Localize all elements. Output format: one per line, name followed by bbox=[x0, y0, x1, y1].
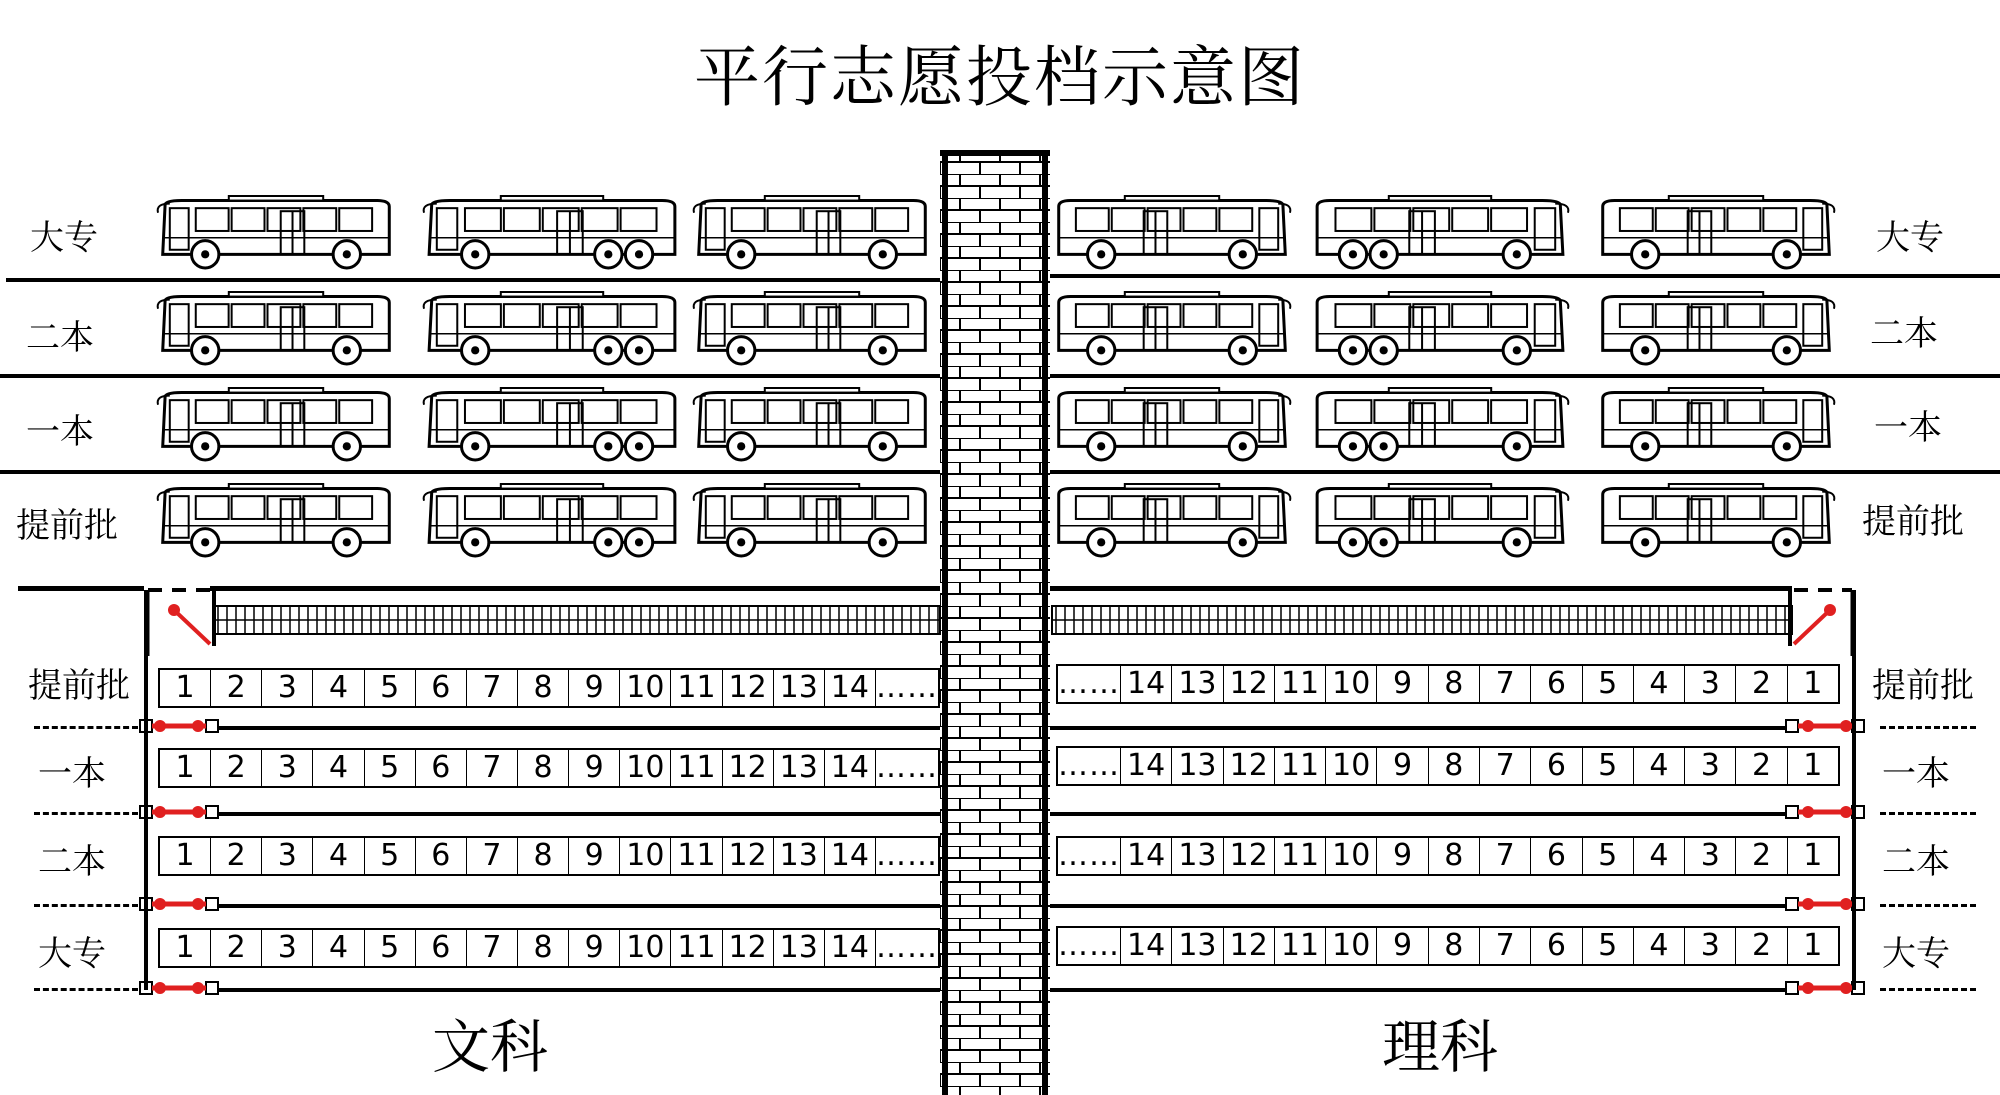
queue-slot: 11 bbox=[671, 838, 722, 874]
queue-row-left-erben bbox=[158, 836, 940, 876]
boundary-line bbox=[210, 586, 940, 591]
queue-slot: …… bbox=[1058, 748, 1120, 783]
brick-wall bbox=[940, 150, 1050, 1095]
queue-slot: 14 bbox=[1121, 838, 1172, 874]
queue-slot: 11 bbox=[1275, 666, 1326, 702]
queue-slot: 13 bbox=[774, 838, 825, 874]
queue-slot: 12 bbox=[723, 838, 774, 874]
queue-label-left-yiben: 一本 bbox=[38, 754, 106, 794]
boundary-post bbox=[1852, 590, 1856, 990]
bus-icon bbox=[1598, 196, 1834, 276]
queue-slot: 9 bbox=[569, 670, 620, 706]
tier-separator-dashed bbox=[34, 904, 138, 907]
gate-barrier-left bbox=[138, 716, 222, 740]
queue-slot: …… bbox=[875, 750, 938, 785]
fence-left bbox=[214, 592, 940, 648]
queue-slot: 6 bbox=[416, 670, 467, 706]
queue-row-left-yiben bbox=[158, 748, 940, 788]
queue-label-right-yiben: 一本 bbox=[1882, 754, 1950, 794]
queue-slot: 12 bbox=[723, 670, 774, 706]
queue-slot: 2 bbox=[211, 670, 262, 706]
queue-slot: 7 bbox=[1480, 666, 1531, 702]
queue-slot: 2 bbox=[1736, 928, 1787, 964]
tier-separator-dashed bbox=[34, 988, 138, 991]
boundary-line bbox=[1050, 586, 1790, 591]
tier-label-right-tiqianpi: 提前批 bbox=[1862, 502, 1964, 542]
subject-label-left: 文科 bbox=[432, 1013, 549, 1081]
queue-label-right-tiqianpi: 提前批 bbox=[1872, 666, 1974, 706]
queue-slot: 4 bbox=[313, 750, 364, 786]
bus-icon bbox=[424, 388, 680, 468]
tier-label-left-tiqianpi: 提前批 bbox=[16, 506, 118, 546]
tier-divider bbox=[1050, 470, 2000, 474]
bus-icon bbox=[694, 196, 930, 276]
bus-icon bbox=[158, 388, 394, 468]
queue-slot: 6 bbox=[1531, 928, 1582, 964]
boundary-post bbox=[144, 590, 148, 990]
queue-slot: 13 bbox=[1172, 928, 1223, 964]
bus-icon bbox=[158, 196, 394, 276]
tier-separator-dashed bbox=[1880, 904, 1976, 907]
bus-icon bbox=[1312, 196, 1568, 276]
queue-slot: 4 bbox=[1634, 928, 1685, 964]
queue-slot: 3 bbox=[262, 670, 313, 706]
queue-slot: 8 bbox=[1429, 838, 1480, 874]
queue-slot: 3 bbox=[262, 750, 313, 786]
tier-label-right-dazhuan: 大专 bbox=[1876, 218, 1944, 258]
queue-slot: …… bbox=[875, 670, 938, 705]
queue-slot: 12 bbox=[1224, 666, 1275, 702]
queue-slot: 6 bbox=[1531, 748, 1582, 784]
queue-slot: 1 bbox=[1803, 748, 1823, 783]
lane-line bbox=[1050, 812, 1790, 816]
queue-slot: 12 bbox=[1224, 838, 1275, 874]
tier-divider bbox=[0, 470, 940, 474]
queue-slot: 3 bbox=[1685, 666, 1736, 702]
queue-slot: 2 bbox=[211, 750, 262, 786]
queue-slot: 4 bbox=[1634, 838, 1685, 874]
gate-barrier-left bbox=[138, 894, 222, 918]
queue-slot: 7 bbox=[467, 838, 518, 874]
queue-slot: 8 bbox=[518, 670, 569, 706]
queue-slot: 2 bbox=[211, 838, 262, 874]
queue-slot: 10 bbox=[1326, 748, 1377, 784]
queue-slot: 10 bbox=[1326, 838, 1377, 874]
queue-slot: 13 bbox=[1172, 666, 1223, 702]
queue-slot: 1 bbox=[160, 750, 211, 786]
queue-slot: 7 bbox=[467, 930, 518, 966]
queue-slot: 14 bbox=[1121, 928, 1172, 964]
bus-icon bbox=[424, 292, 680, 372]
queue-slot: 7 bbox=[1480, 838, 1531, 874]
queue-slot: 1 bbox=[160, 838, 211, 874]
queue-slot: 4 bbox=[313, 930, 364, 966]
queue-slot: 5 bbox=[365, 750, 416, 786]
queue-slot: 10 bbox=[1326, 928, 1377, 964]
queue-row-left-dazhuan bbox=[158, 928, 940, 968]
lane-line bbox=[1050, 904, 1790, 908]
bus-icon bbox=[1054, 292, 1290, 372]
gate-barrier-right-entry bbox=[1786, 586, 1856, 656]
lane-line bbox=[214, 726, 940, 730]
queue-slot: 1 bbox=[160, 930, 211, 966]
queue-slot: 4 bbox=[1634, 666, 1685, 702]
tier-label-right-yiben: 一本 bbox=[1874, 408, 1942, 448]
bus-icon bbox=[694, 292, 930, 372]
queue-slot: 4 bbox=[313, 838, 364, 874]
queue-slot: 12 bbox=[1224, 748, 1275, 784]
queue-slot: 11 bbox=[671, 750, 722, 786]
lane-line bbox=[214, 904, 940, 908]
queue-slot: 6 bbox=[1531, 666, 1582, 702]
queue-slot: 9 bbox=[1377, 666, 1428, 702]
subject-label-right: 理科 bbox=[1382, 1013, 1499, 1081]
queue-slot: 11 bbox=[1275, 928, 1326, 964]
queue-slot: 3 bbox=[262, 930, 313, 966]
queue-slot: …… bbox=[1058, 838, 1120, 873]
queue-slot: 7 bbox=[467, 750, 518, 786]
bus-icon bbox=[1598, 292, 1834, 372]
queue-slot: 14 bbox=[825, 750, 876, 786]
queue-slot: 8 bbox=[1429, 666, 1480, 702]
queue-slot: 1 bbox=[160, 670, 211, 706]
queue-slot: 11 bbox=[671, 670, 722, 706]
queue-row-right-erben bbox=[1056, 836, 1840, 876]
queue-slot: 1 bbox=[1803, 928, 1823, 963]
queue-slot: 12 bbox=[723, 750, 774, 786]
boundary-line bbox=[18, 586, 144, 591]
tier-label-right-erben: 二本 bbox=[1870, 314, 1938, 354]
queue-slot: 14 bbox=[825, 670, 876, 706]
tier-label-left-dazhuan: 大专 bbox=[30, 218, 98, 258]
queue-slot: 5 bbox=[1583, 666, 1634, 702]
queue-slot: 10 bbox=[620, 750, 671, 786]
queue-slot: 14 bbox=[825, 930, 876, 966]
queue-slot: 3 bbox=[1685, 748, 1736, 784]
queue-slot: 2 bbox=[1736, 838, 1787, 874]
bus-icon bbox=[1312, 292, 1568, 372]
bus-icon bbox=[424, 484, 680, 564]
queue-slot: 13 bbox=[774, 750, 825, 786]
queue-slot: 6 bbox=[416, 838, 467, 874]
queue-slot: 12 bbox=[1224, 928, 1275, 964]
queue-slot: 9 bbox=[569, 750, 620, 786]
queue-slot: 3 bbox=[262, 838, 313, 874]
queue-label-left-tiqianpi: 提前批 bbox=[28, 666, 130, 706]
tier-separator-dashed bbox=[1880, 988, 1976, 991]
queue-slot: 8 bbox=[1429, 748, 1480, 784]
bus-icon bbox=[1312, 484, 1568, 564]
queue-slot: 10 bbox=[620, 670, 671, 706]
queue-slot: 7 bbox=[1480, 928, 1531, 964]
queue-slot: 3 bbox=[1685, 838, 1736, 874]
bus-icon bbox=[158, 484, 394, 564]
tier-label-left-erben: 二本 bbox=[26, 318, 94, 358]
lane-line bbox=[1050, 988, 1790, 992]
queue-slot: 2 bbox=[211, 930, 262, 966]
queue-slot: …… bbox=[1058, 928, 1120, 963]
lane-line bbox=[214, 988, 940, 992]
tier-separator-dashed bbox=[1880, 812, 1976, 815]
queue-slot: 9 bbox=[569, 838, 620, 874]
queue-slot: 13 bbox=[1172, 748, 1223, 784]
queue-slot: 4 bbox=[313, 670, 364, 706]
bus-icon bbox=[694, 484, 930, 564]
gate-barrier-left bbox=[138, 802, 222, 826]
queue-slot: 13 bbox=[774, 930, 825, 966]
queue-slot: 5 bbox=[1583, 748, 1634, 784]
queue-slot: 9 bbox=[1377, 748, 1428, 784]
queue-slot: 8 bbox=[518, 930, 569, 966]
fence-right bbox=[1052, 592, 1792, 648]
bus-icon bbox=[1598, 388, 1834, 468]
page-title: 平行志愿投档示意图 bbox=[694, 39, 1306, 116]
queue-label-left-erben: 二本 bbox=[38, 842, 106, 882]
queue-label-right-dazhuan: 大专 bbox=[1882, 934, 1950, 974]
queue-slot: 11 bbox=[1275, 838, 1326, 874]
bus-icon bbox=[1054, 196, 1290, 276]
queue-slot: 12 bbox=[723, 930, 774, 966]
tier-divider bbox=[1050, 374, 2000, 378]
queue-slot: …… bbox=[1058, 666, 1120, 701]
queue-slot: 10 bbox=[620, 930, 671, 966]
queue-slot: 7 bbox=[1480, 748, 1531, 784]
queue-slot: 9 bbox=[1377, 928, 1428, 964]
queue-row-left-tiqianpi bbox=[158, 668, 940, 708]
queue-label-right-erben: 二本 bbox=[1882, 842, 1950, 882]
queue-slot: 13 bbox=[1172, 838, 1223, 874]
queue-row-right-dazhuan bbox=[1056, 926, 1840, 966]
queue-slot: 5 bbox=[365, 838, 416, 874]
gate-barrier-left-entry bbox=[148, 586, 218, 656]
queue-slot: 8 bbox=[518, 838, 569, 874]
gate-barrier-left bbox=[138, 978, 222, 1002]
lane-line bbox=[1050, 726, 1790, 730]
queue-slot: 10 bbox=[620, 838, 671, 874]
bus-icon bbox=[158, 292, 394, 372]
bus-icon bbox=[1598, 484, 1834, 564]
queue-slot: 2 bbox=[1736, 748, 1787, 784]
queue-slot: 14 bbox=[825, 838, 876, 874]
queue-slot: 7 bbox=[467, 670, 518, 706]
bus-icon bbox=[424, 196, 680, 276]
queue-slot: 4 bbox=[1634, 748, 1685, 784]
queue-slot: 6 bbox=[416, 930, 467, 966]
queue-slot: 5 bbox=[365, 930, 416, 966]
queue-slot: 14 bbox=[1121, 748, 1172, 784]
bus-icon bbox=[1312, 388, 1568, 468]
queue-slot: 1 bbox=[1803, 838, 1823, 873]
queue-slot: 11 bbox=[1275, 748, 1326, 784]
queue-slot: 13 bbox=[774, 670, 825, 706]
queue-slot: …… bbox=[875, 838, 938, 873]
bus-icon bbox=[1054, 484, 1290, 564]
queue-slot: 8 bbox=[1429, 928, 1480, 964]
queue-slot: 2 bbox=[1736, 666, 1787, 702]
tier-separator-dashed bbox=[34, 726, 138, 729]
queue-row-right-tiqianpi bbox=[1056, 664, 1840, 704]
lane-line bbox=[214, 812, 940, 816]
bus-icon bbox=[694, 388, 930, 468]
queue-slot: 5 bbox=[1583, 838, 1634, 874]
queue-slot: 6 bbox=[1531, 838, 1582, 874]
tier-divider bbox=[6, 278, 940, 282]
queue-slot: 9 bbox=[569, 930, 620, 966]
queue-slot: 9 bbox=[1377, 838, 1428, 874]
bus-icon bbox=[1054, 388, 1290, 468]
queue-slot: …… bbox=[875, 930, 938, 965]
queue-slot: 3 bbox=[1685, 928, 1736, 964]
queue-slot: 8 bbox=[518, 750, 569, 786]
queue-slot: 5 bbox=[1583, 928, 1634, 964]
tier-label-left-yiben: 一本 bbox=[26, 412, 94, 452]
queue-label-left-dazhuan: 大专 bbox=[38, 934, 106, 974]
queue-slot: 5 bbox=[365, 670, 416, 706]
queue-slot: 14 bbox=[1121, 666, 1172, 702]
queue-slot: 1 bbox=[1803, 666, 1823, 701]
tier-separator-dashed bbox=[34, 812, 138, 815]
tier-separator-dashed bbox=[1880, 726, 1976, 729]
queue-slot: 10 bbox=[1326, 666, 1377, 702]
queue-slot: 6 bbox=[416, 750, 467, 786]
queue-row-right-yiben bbox=[1056, 746, 1840, 786]
queue-slot: 11 bbox=[671, 930, 722, 966]
tier-divider bbox=[0, 374, 940, 378]
